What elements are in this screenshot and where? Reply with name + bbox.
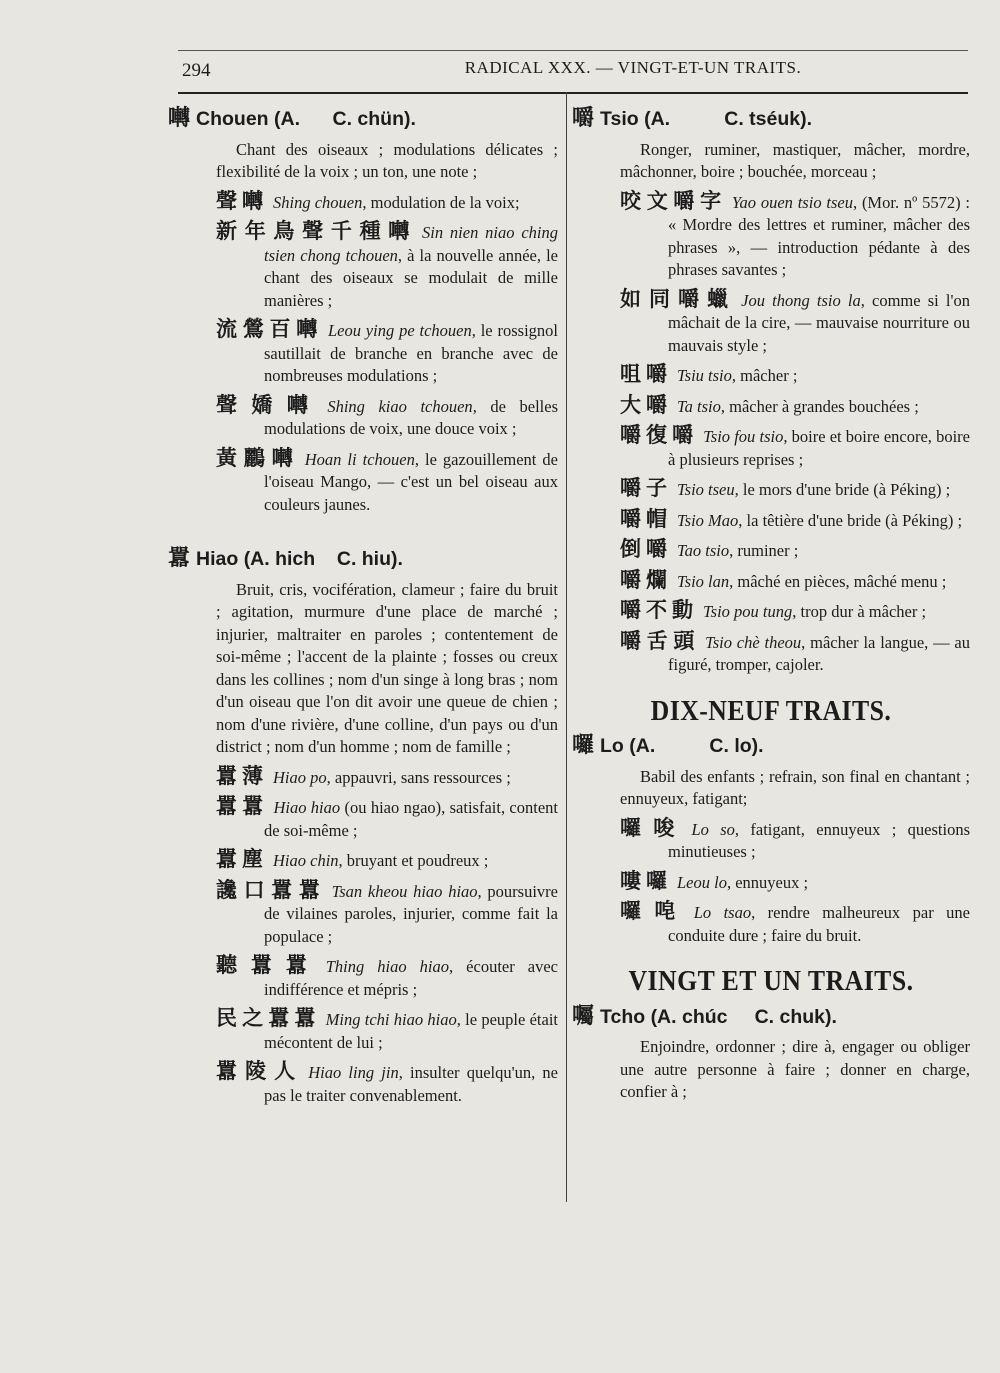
entry-heading <box>168 548 558 571</box>
compound-romanization: Tsio lan <box>677 571 730 591</box>
compound-gloss: , à la nouvelle année, le chant des oiseaux se modulait de mille manières ; <box>264 245 558 310</box>
compound-gloss: , rendre malheureux par une conduite dure ; faire du bruit. <box>668 903 970 945</box>
entry-definition: Bruit, cris, vocifération, clameur ; faire du bruit ; agitation, murmure d'une place de marché ; injurier, maltraiter en paroles ; contentement de soi-même ; l'accent de la plainte ; fosses ou creux dans les collines ; nom d'un singe à long bras ; nom d'un oiseau que l'on dit avoir une queue de chien ; nom d'une rivière, d'une colline, d'un pays ou d'un district ; nom d'un homme ; nom de famille ; <box>216 579 558 756</box>
section-heading-twenty-one-strokes: VINGT ET UN TRAITS. <box>628 966 914 997</box>
entry-heading <box>572 108 970 131</box>
compound-chars: 嚼復嚼 <box>620 423 699 447</box>
compound-romanization: Tsio pou tung <box>703 602 793 621</box>
compound-romanization: Hiao po <box>273 767 327 787</box>
compound-gloss: , (Mor. nº 5572) : « Mordre des lettres et ruminer, mâcher des phrases », — introduction pédante à des phrases savantes ; <box>668 192 971 279</box>
entry-heading <box>168 108 558 131</box>
entry-tcho <box>572 1003 970 1104</box>
compound-chars: 囂囂 <box>216 794 269 818</box>
entry-definition: Enjoindre, ordonner ; dire à, engager ou obliger une autre personne à faire ; donner en charge, confier à ; <box>620 1037 970 1101</box>
head-character: 囑 <box>572 1003 595 1029</box>
compound-chars: 流鶯百囀 <box>216 317 323 341</box>
compound-romanization: Lo tsao <box>693 903 752 922</box>
compound <box>620 817 970 864</box>
head-romanization: Lo (A. C. lo). <box>600 735 764 757</box>
entry-lo <box>572 735 970 947</box>
compound-chars: 囂薄 <box>216 763 268 788</box>
compound-chars: 囂陵人 <box>216 1059 304 1083</box>
compound <box>620 900 970 947</box>
compound-romanization: Hiao hiao <box>273 798 341 817</box>
head-character: 囉 <box>572 733 595 758</box>
section-heading-nineteen-strokes: DIX-NEUF TRAITS. <box>650 695 892 727</box>
compound <box>216 1007 558 1054</box>
compound-romanization: Tsiu tsio <box>677 366 732 385</box>
compound-chars: 嚼不動 <box>620 598 698 622</box>
compound-gloss: , appauvri, sans ressources ; <box>326 767 511 787</box>
compound-romanization: Tsio fou tsio <box>703 427 784 446</box>
entry-chouen <box>168 108 558 516</box>
head-character: 囀 <box>168 106 191 131</box>
compound-gloss: (ou hiao ngao), satisfait, content de soi-même ; <box>264 798 558 840</box>
compound <box>620 630 970 677</box>
head-romanization: Tsio (A. C. tséuk). <box>600 108 813 130</box>
compound-chars: 如同嚼蠟 <box>620 286 737 311</box>
compound-romanization: Yao ouen tsio tseu <box>731 192 853 212</box>
compound-romanization: Shing kiao tchouen <box>327 396 473 416</box>
head-character: 嚼 <box>572 106 595 131</box>
compound-romanization: Tsan kheou hiao hiao <box>331 881 478 901</box>
compound-chars: 嚼舌頭 <box>620 628 701 653</box>
page-header <box>178 58 968 88</box>
compound-chars: 大嚼 <box>620 392 672 417</box>
compound-chars: 囂塵 <box>216 847 268 871</box>
compound-romanization: Tsio tseu <box>677 480 735 499</box>
compound-romanization: Tsio chè theou <box>705 632 802 652</box>
header-rule <box>178 92 968 94</box>
compound-romanization: Tao tsio <box>677 541 730 560</box>
head-romanization: Hiao (A. hich C. hiu). <box>196 548 403 570</box>
page-number: 294 <box>182 60 211 81</box>
compound <box>620 394 970 419</box>
compound-gloss: , écouter avec indifférence et mépris ; <box>264 957 558 999</box>
entry-hiao <box>168 548 558 1107</box>
compound-gloss: , ennuyeux ; <box>726 872 809 892</box>
compound-chars: 倒嚼 <box>620 537 672 561</box>
compound-gloss: , la têtière d'une bride (à Péking) ; <box>738 510 963 530</box>
compound-gloss: , bruyant et poudreux ; <box>338 851 489 870</box>
entry-heading <box>572 1003 970 1029</box>
compound-romanization: Tsio Mao <box>677 510 739 530</box>
compound-gloss: , le gazouillement de l'oiseau Mango, — c'est un bel oiseau aux couleurs jaunes. <box>264 449 558 514</box>
compound-chars: 嘍囉 <box>620 868 672 893</box>
compound-gloss: , modulation de la voix; <box>362 192 520 212</box>
compound-chars: 嚼爛 <box>620 567 672 592</box>
compound-gloss: , mâcher ; <box>731 366 798 385</box>
compound <box>216 795 558 842</box>
compound <box>216 220 558 312</box>
left-column <box>168 104 558 1113</box>
head-romanization: Tcho (A. chúc C. chuk). <box>600 1005 837 1028</box>
compound-romanization: Jou thong tsio la <box>741 290 861 310</box>
compound <box>620 190 970 282</box>
compound <box>620 538 970 563</box>
head-romanization: Chouen (A. C. chün). <box>196 108 416 130</box>
compound-gloss: , fatigant, ennuyeux ; questions minutieuses ; <box>668 819 970 861</box>
compound-romanization: Shing chouen <box>273 192 363 212</box>
compound <box>620 288 970 358</box>
entry-heading <box>572 735 970 758</box>
compound-chars: 民之囂囂 <box>216 1006 321 1030</box>
compound <box>216 879 558 949</box>
compound-chars: 囉唣 <box>620 899 689 923</box>
compound <box>216 848 558 873</box>
compound-chars: 聲嬌囀 <box>216 392 323 417</box>
compound-chars: 讒口囂囂 <box>216 877 327 902</box>
compound-romanization: Hiao ling jin <box>308 1063 399 1082</box>
compound <box>620 508 970 533</box>
spacer <box>168 522 558 544</box>
running-head: RADICAL XXX. — VINGT-ET-UN TRAITS. <box>464 58 802 77</box>
compound-romanization: Leou ying pe tchouen <box>327 321 472 340</box>
entry-definition: Chant des oiseaux ; modulations délicates ; flexibilité de la voix ; un ton, une note ; <box>216 139 558 181</box>
compound-romanization: Ming tchi hiao hiao <box>325 1010 457 1029</box>
compound-chars: 聽囂囂 <box>216 953 321 977</box>
compound <box>620 477 970 502</box>
compound <box>216 765 558 790</box>
top-rule <box>178 50 968 51</box>
compound <box>216 394 558 441</box>
compound-gloss: , poursuivre de vilaines paroles, injurier, comme fait la populace ; <box>264 881 558 946</box>
compound-chars: 新年鳥聲千種囀 <box>216 219 417 243</box>
compound-romanization: Hoan li tchouen <box>304 449 415 469</box>
compound-romanization: Hiao chin <box>273 851 339 870</box>
entry-definition: Babil des enfants ; refrain, son final en chantant ; ennuyeux, fatigant; <box>620 766 970 808</box>
compound-romanization: Lo so <box>691 819 735 839</box>
compound-chars: 嚼帽 <box>620 506 672 531</box>
compound-gloss: , boire et boire encore, boire à plusieurs reprises ; <box>668 427 971 469</box>
compound <box>620 424 970 471</box>
compound-gloss: , ruminer ; <box>729 541 799 560</box>
compound-romanization: Sin nien niao ching tsien chong tchouen <box>264 223 559 265</box>
compound-chars: 黃鸝囀 <box>216 445 300 470</box>
compound-gloss: , le rossignol sautillait de branche en branche avec de nombreuses modulations ; <box>264 321 558 385</box>
entry-tsio <box>572 108 970 677</box>
compound <box>620 599 970 624</box>
compound <box>216 318 558 388</box>
compound <box>216 447 558 517</box>
compound-gloss: , le peuple était mécontent de lui ; <box>264 1010 558 1052</box>
compound-chars: 咬文嚼字 <box>620 188 727 213</box>
compound <box>620 569 970 594</box>
compound <box>216 190 558 215</box>
compound <box>620 363 970 388</box>
compound-gloss: , mâcher la langue, — au figuré, tromper, cajoler. <box>668 632 970 674</box>
compound-gloss: , mâcher à grandes bouchées ; <box>720 396 919 416</box>
compound <box>620 870 970 895</box>
compound-chars: 咀嚼 <box>620 362 672 386</box>
right-column <box>572 104 970 1110</box>
compound-romanization: Leou lo <box>677 872 727 892</box>
compound-chars: 嚼子 <box>620 476 672 500</box>
compound-gloss: , insulter quelqu'un, ne pas le traiter convenablement. <box>264 1063 558 1105</box>
column-rule <box>566 92 567 1202</box>
entry-definition: Ronger, ruminer, mastiquer, mâcher, mordre, mâchonner, boire ; bouchée, morceau ; <box>620 139 970 181</box>
compound-romanization: Ta tsio <box>677 396 721 416</box>
compound-gloss: , le mors d'une bride (à Péking) ; <box>734 480 951 499</box>
compound-gloss: , mâché en pièces, mâché menu ; <box>729 571 947 591</box>
compound-gloss: , trop dur à mâcher ; <box>792 602 927 621</box>
compound <box>216 1060 558 1107</box>
head-character: 囂 <box>168 546 191 571</box>
compound-chars: 囉唆 <box>620 815 687 840</box>
compound-romanization: Thing hiao hiao <box>325 957 450 976</box>
compound-chars: 聲囀 <box>216 188 268 213</box>
compound-gloss: , comme si l'on mâchait de la cire, — mauvaise nourriture ou mauvais style ; <box>668 290 970 355</box>
compound-gloss: , de belles modulations de voix, une douce voix ; <box>264 396 559 438</box>
compound <box>216 954 558 1001</box>
